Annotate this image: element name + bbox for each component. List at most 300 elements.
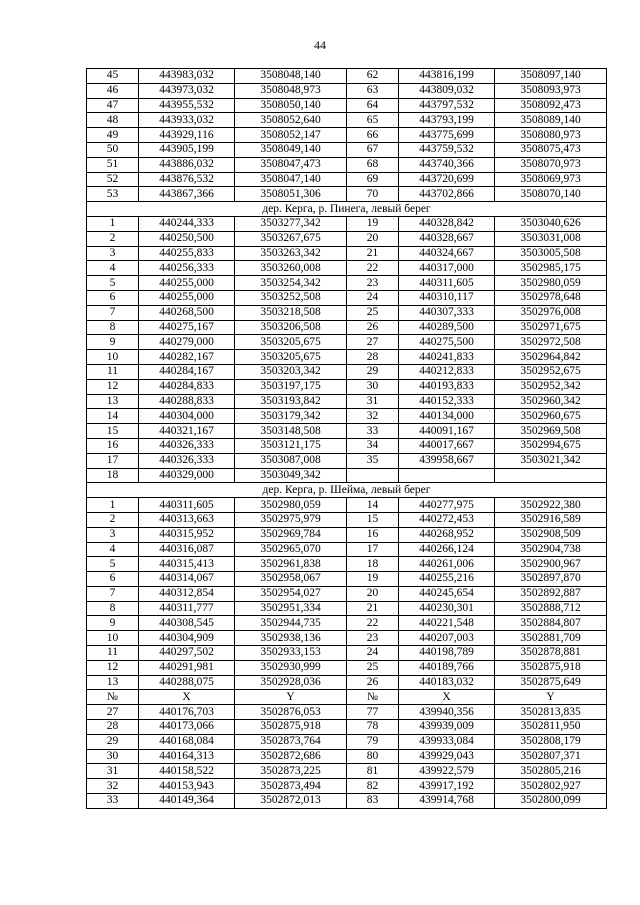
table-row [87,142,607,157]
x-coordinate-cell: 443867,366 [139,187,235,202]
y-coordinate-cell: 3508048,973 [235,83,347,98]
x-coordinate-cell: 443809,032 [399,83,495,98]
point-number-cell: 53 [87,187,139,202]
x-coordinate-cell: X [139,690,235,705]
point-number-cell: 8 [87,320,139,335]
x-coordinate-cell: 440176,703 [139,705,235,720]
point-number-cell: 14 [87,409,139,424]
y-coordinate-cell: 3502872,013 [235,794,347,809]
x-coordinate-cell: 440183,032 [399,675,495,690]
x-coordinate-cell: 443759,532 [399,142,495,157]
point-number-cell: 11 [87,646,139,661]
y-coordinate-cell: 3502897,870 [495,572,607,587]
x-coordinate-cell: 443702,866 [399,187,495,202]
point-number-cell: 20 [347,231,399,246]
x-coordinate-cell: 440255,216 [399,572,495,587]
table-row [87,113,607,128]
table-row [87,83,607,98]
x-coordinate-cell: 440212,833 [399,364,495,379]
point-number-cell: 66 [347,128,399,143]
table-row [87,305,607,320]
point-number-cell: 64 [347,98,399,113]
x-coordinate-cell: 443816,199 [399,69,495,84]
y-coordinate-cell: 3508049,140 [235,142,347,157]
table-row [87,794,607,809]
x-coordinate-cell: 440312,854 [139,586,235,601]
x-coordinate-cell: 440328,667 [399,231,495,246]
point-number-cell: 34 [347,438,399,453]
point-number-cell: 6 [87,572,139,587]
y-coordinate-cell: 3503049,342 [235,468,347,483]
table-row [87,512,607,527]
y-coordinate-cell: 3508052,147 [235,128,347,143]
y-coordinate-cell: 3503197,175 [235,379,347,394]
point-number-cell: 33 [87,794,139,809]
x-coordinate-cell: 440153,943 [139,779,235,794]
x-coordinate-cell: 440189,766 [399,660,495,675]
point-number-cell: 28 [347,350,399,365]
y-coordinate-cell: 3502952,675 [495,364,607,379]
x-coordinate-cell: 440316,087 [139,542,235,557]
table-row [87,231,607,246]
point-number-cell: 26 [347,675,399,690]
y-coordinate-cell: 3503205,675 [235,335,347,350]
point-number-cell: 32 [347,409,399,424]
y-coordinate-cell: 3502872,686 [235,749,347,764]
y-coordinate-cell: 3502904,738 [495,542,607,557]
point-number-cell: 16 [87,438,139,453]
point-number-cell: 11 [87,364,139,379]
section-title: дер. Керга, р. Пинега, левый берег [87,202,607,217]
y-coordinate-cell: 3508097,140 [495,69,607,84]
y-coordinate-cell: 3502807,371 [495,749,607,764]
y-coordinate-cell: 3502971,675 [495,320,607,335]
y-coordinate-cell: 3502960,342 [495,394,607,409]
x-coordinate-cell: 440221,548 [399,616,495,631]
table-row [87,527,607,542]
table-row [87,586,607,601]
y-coordinate-cell: 3502916,589 [495,512,607,527]
point-number-cell: 25 [347,305,399,320]
x-coordinate-cell: 440308,545 [139,616,235,631]
point-number-cell: 81 [347,764,399,779]
point-number-cell: 14 [347,498,399,513]
point-number-cell: 12 [87,660,139,675]
y-coordinate-cell: 3502978,648 [495,290,607,305]
table-row [87,705,607,720]
y-coordinate-cell: 3508093,973 [495,83,607,98]
y-coordinate-cell: 3502933,153 [235,646,347,661]
y-coordinate-cell: 3503252,508 [235,290,347,305]
point-number-cell: 47 [87,98,139,113]
x-coordinate-cell: 443775,699 [399,128,495,143]
point-number-cell: 13 [87,675,139,690]
point-number-cell: 30 [87,749,139,764]
y-coordinate-cell: 3502808,179 [495,734,607,749]
y-coordinate-cell: 3502964,842 [495,350,607,365]
y-coordinate-cell: 3508048,140 [235,69,347,84]
y-coordinate-cell: 3502951,334 [235,601,347,616]
table-row [87,764,607,779]
x-coordinate-cell: 440149,364 [139,794,235,809]
table-row [87,261,607,276]
x-coordinate-cell: 440164,313 [139,749,235,764]
table-row [87,409,607,424]
y-coordinate-cell: 3502980,059 [235,498,347,513]
x-coordinate-cell: 439958,667 [399,453,495,468]
table-row [87,290,607,305]
x-coordinate-cell: 440245,654 [399,586,495,601]
x-coordinate-cell: 440326,333 [139,453,235,468]
y-coordinate-cell: 3508070,140 [495,187,607,202]
y-coordinate-cell: 3502873,225 [235,764,347,779]
y-coordinate-cell: 3503218,508 [235,305,347,320]
point-number-cell: 31 [347,394,399,409]
point-number-cell: 3 [87,246,139,261]
point-number-cell: 21 [347,246,399,261]
x-coordinate-cell: 440288,833 [139,394,235,409]
x-coordinate-cell: 440268,952 [399,527,495,542]
y-coordinate-cell: 3508069,973 [495,172,607,187]
y-coordinate-cell: 3502802,927 [495,779,607,794]
point-number-cell: 70 [347,187,399,202]
x-coordinate-cell: 440282,167 [139,350,235,365]
point-number-cell: 29 [347,364,399,379]
page-number: 44 [314,38,326,52]
x-coordinate-cell: 439917,192 [399,779,495,794]
point-number-cell: 50 [87,142,139,157]
y-coordinate-cell: 3502875,649 [495,675,607,690]
point-number-cell: 30 [347,379,399,394]
point-number-cell: 1 [87,498,139,513]
y-coordinate-cell: 3502969,508 [495,424,607,439]
point-number-cell: 24 [347,646,399,661]
y-coordinate-cell: 3502875,918 [235,720,347,735]
y-coordinate-cell: 3502972,508 [495,335,607,350]
x-coordinate-cell: 440241,833 [399,350,495,365]
y-coordinate-cell: 3503040,626 [495,216,607,231]
point-number-cell: 5 [87,557,139,572]
y-coordinate-cell: 3503260,008 [235,261,347,276]
table-row [87,690,607,705]
table-row [87,616,607,631]
table-row [87,734,607,749]
x-coordinate-cell: 440255,833 [139,246,235,261]
y-coordinate-cell: 3502938,136 [235,631,347,646]
table-row [87,364,607,379]
x-coordinate-cell: 439939,009 [399,720,495,735]
x-coordinate-cell: 440266,124 [399,542,495,557]
table-row [87,468,607,483]
y-coordinate-cell: 3508075,473 [495,142,607,157]
x-coordinate-cell: 440311,605 [139,498,235,513]
table-row [87,542,607,557]
x-coordinate-cell: 443905,199 [139,142,235,157]
y-coordinate-cell: 3502980,059 [495,276,607,291]
point-number-cell: 15 [347,512,399,527]
table-row [87,246,607,261]
point-number-cell: 27 [347,335,399,350]
y-coordinate-cell: 3502928,036 [235,675,347,690]
table-row [87,98,607,113]
y-coordinate-cell: 3503121,175 [235,438,347,453]
y-coordinate-cell: 3503205,675 [235,350,347,365]
x-coordinate-cell: 440275,500 [399,335,495,350]
x-coordinate-cell: 440284,833 [139,379,235,394]
x-coordinate-cell: 440317,000 [399,261,495,276]
x-coordinate-cell: 440314,067 [139,572,235,587]
table-row [87,379,607,394]
x-coordinate-cell: 443740,366 [399,157,495,172]
section-title-row [87,202,607,217]
y-coordinate-cell: 3503206,508 [235,320,347,335]
table-row [87,187,607,202]
y-coordinate-cell: 3503179,342 [235,409,347,424]
point-number-cell: 33 [347,424,399,439]
point-number-cell: 21 [347,601,399,616]
point-number-cell: 49 [87,128,139,143]
table-row [87,69,607,84]
point-number-cell: 78 [347,720,399,735]
point-number-cell: 12 [87,379,139,394]
x-coordinate-cell: 443983,032 [139,69,235,84]
point-number-cell: 19 [347,216,399,231]
x-coordinate-cell: 439914,768 [399,794,495,809]
x-coordinate-cell: 439929,043 [399,749,495,764]
y-coordinate-cell: 3503005,508 [495,246,607,261]
point-number-cell: 35 [347,453,399,468]
point-number-cell: 19 [347,572,399,587]
y-coordinate-cell: 3503021,342 [495,453,607,468]
point-number-cell: 18 [347,557,399,572]
point-number-cell: 17 [347,542,399,557]
y-coordinate-cell: Y [235,690,347,705]
x-coordinate-cell: 443886,032 [139,157,235,172]
point-number-cell: 10 [87,631,139,646]
x-coordinate-cell: 440307,333 [399,305,495,320]
x-coordinate-cell: 440329,000 [139,468,235,483]
y-coordinate-cell: 3502805,216 [495,764,607,779]
x-coordinate-cell: 440230,301 [399,601,495,616]
y-coordinate-cell: 3502875,918 [495,660,607,675]
y-coordinate-cell: 3502976,008 [495,305,607,320]
y-coordinate-cell: 3508080,973 [495,128,607,143]
x-coordinate-cell: 440326,333 [139,438,235,453]
x-coordinate-cell: 440284,167 [139,364,235,379]
point-number-cell: 18 [87,468,139,483]
table-row [87,172,607,187]
point-number-cell: 10 [87,350,139,365]
point-number-cell: 5 [87,276,139,291]
y-coordinate-cell: 3502878,881 [495,646,607,661]
x-coordinate-cell: 440279,000 [139,335,235,350]
table-row [87,557,607,572]
y-coordinate-cell: 3502930,999 [235,660,347,675]
x-coordinate-cell: 443720,699 [399,172,495,187]
x-coordinate-cell: 440324,667 [399,246,495,261]
y-coordinate-cell: Y [495,690,607,705]
x-coordinate-cell: 440256,333 [139,261,235,276]
y-coordinate-cell: 3508051,306 [235,187,347,202]
y-coordinate-cell: 3508047,140 [235,172,347,187]
point-number-cell: 28 [87,720,139,735]
point-number-cell [347,468,399,483]
x-coordinate-cell: 440272,453 [399,512,495,527]
y-coordinate-cell: 3502985,175 [495,261,607,276]
y-coordinate-cell: 3508070,973 [495,157,607,172]
y-coordinate-cell: 3503263,342 [235,246,347,261]
point-number-cell: 17 [87,453,139,468]
point-number-cell: № [347,690,399,705]
x-coordinate-cell: 440244,333 [139,216,235,231]
y-coordinate-cell: 3503267,675 [235,231,347,246]
y-coordinate-cell: 3502969,784 [235,527,347,542]
table-row [87,350,607,365]
y-coordinate-cell: 3502958,067 [235,572,347,587]
point-number-cell: 26 [347,320,399,335]
point-number-cell: 7 [87,305,139,320]
table-row [87,424,607,439]
y-coordinate-cell: 3502876,053 [235,705,347,720]
y-coordinate-cell: 3502873,494 [235,779,347,794]
table-row [87,779,607,794]
y-coordinate-cell: 3502873,764 [235,734,347,749]
x-coordinate-cell: 440255,000 [139,276,235,291]
coordinates-table [86,68,607,809]
x-coordinate-cell: 440328,842 [399,216,495,231]
x-coordinate-cell: 443929,116 [139,128,235,143]
x-coordinate-cell: 440310,117 [399,290,495,305]
x-coordinate-cell: 440158,522 [139,764,235,779]
x-coordinate-cell: 440277,975 [399,498,495,513]
table-row [87,631,607,646]
x-coordinate-cell: 439940,356 [399,705,495,720]
table-row [87,498,607,513]
x-coordinate-cell: 443797,532 [399,98,495,113]
x-coordinate-cell: X [399,690,495,705]
table-row [87,675,607,690]
x-coordinate-cell: 440134,000 [399,409,495,424]
point-number-cell: 3 [87,527,139,542]
y-coordinate-cell: 3503203,342 [235,364,347,379]
point-number-cell: 9 [87,335,139,350]
x-coordinate-cell: 443933,032 [139,113,235,128]
x-coordinate-cell: 440321,167 [139,424,235,439]
y-coordinate-cell: 3503031,008 [495,231,607,246]
point-number-cell: 6 [87,290,139,305]
point-number-cell: 27 [87,705,139,720]
point-number-cell: 23 [347,631,399,646]
y-coordinate-cell: 3508047,473 [235,157,347,172]
point-number-cell: 20 [347,586,399,601]
y-coordinate-cell: 3503254,342 [235,276,347,291]
point-number-cell: 79 [347,734,399,749]
point-number-cell: 2 [87,512,139,527]
point-number-cell: 9 [87,616,139,631]
y-coordinate-cell: 3502888,712 [495,601,607,616]
x-coordinate-cell: 440168,084 [139,734,235,749]
x-coordinate-cell: 440315,413 [139,557,235,572]
y-coordinate-cell: 3502960,675 [495,409,607,424]
point-number-cell: 83 [347,794,399,809]
point-number-cell: 31 [87,764,139,779]
section-title-row [87,483,607,498]
y-coordinate-cell: 3503277,342 [235,216,347,231]
x-coordinate-cell: 440198,789 [399,646,495,661]
table-row [87,646,607,661]
y-coordinate-cell [495,468,607,483]
point-number-cell: 32 [87,779,139,794]
x-coordinate-cell: 440291,981 [139,660,235,675]
point-number-cell: 2 [87,231,139,246]
point-number-cell: 65 [347,113,399,128]
x-coordinate-cell: 440207,003 [399,631,495,646]
point-number-cell: 24 [347,290,399,305]
point-number-cell: 22 [347,616,399,631]
y-coordinate-cell: 3502952,342 [495,379,607,394]
table-row [87,453,607,468]
point-number-cell: 4 [87,542,139,557]
table-row [87,438,607,453]
y-coordinate-cell: 3508050,140 [235,98,347,113]
point-number-cell: 46 [87,83,139,98]
y-coordinate-cell: 3503193,842 [235,394,347,409]
table-row [87,320,607,335]
point-number-cell: 7 [87,586,139,601]
y-coordinate-cell: 3502908,509 [495,527,607,542]
point-number-cell: 22 [347,261,399,276]
table-row [87,601,607,616]
table-row [87,720,607,735]
point-number-cell: 82 [347,779,399,794]
point-number-cell: 25 [347,660,399,675]
x-coordinate-cell: 440311,777 [139,601,235,616]
x-coordinate-cell: 440289,500 [399,320,495,335]
table-row [87,216,607,231]
y-coordinate-cell: 3502900,967 [495,557,607,572]
y-coordinate-cell: 3508089,140 [495,113,607,128]
x-coordinate-cell: 440173,066 [139,720,235,735]
point-number-cell: 8 [87,601,139,616]
x-coordinate-cell: 440250,500 [139,231,235,246]
y-coordinate-cell: 3502922,380 [495,498,607,513]
y-coordinate-cell: 3502884,807 [495,616,607,631]
x-coordinate-cell: 440255,000 [139,290,235,305]
point-number-cell: 52 [87,172,139,187]
y-coordinate-cell: 3508092,473 [495,98,607,113]
x-coordinate-cell: 440261,006 [399,557,495,572]
y-coordinate-cell: 3502800,099 [495,794,607,809]
x-coordinate-cell: 440315,952 [139,527,235,542]
table-row [87,394,607,409]
point-number-cell: 45 [87,69,139,84]
x-coordinate-cell: 440268,500 [139,305,235,320]
y-coordinate-cell: 3502944,735 [235,616,347,631]
table-row [87,572,607,587]
y-coordinate-cell: 3503148,508 [235,424,347,439]
point-number-cell: 80 [347,749,399,764]
table-row [87,660,607,675]
x-coordinate-cell: 443793,199 [399,113,495,128]
y-coordinate-cell: 3508052,640 [235,113,347,128]
point-number-cell: 29 [87,734,139,749]
x-coordinate-cell [399,468,495,483]
y-coordinate-cell: 3502811,950 [495,720,607,735]
y-coordinate-cell: 3502892,887 [495,586,607,601]
y-coordinate-cell: 3502965,070 [235,542,347,557]
y-coordinate-cell: 3502994,675 [495,438,607,453]
x-coordinate-cell: 440091,167 [399,424,495,439]
